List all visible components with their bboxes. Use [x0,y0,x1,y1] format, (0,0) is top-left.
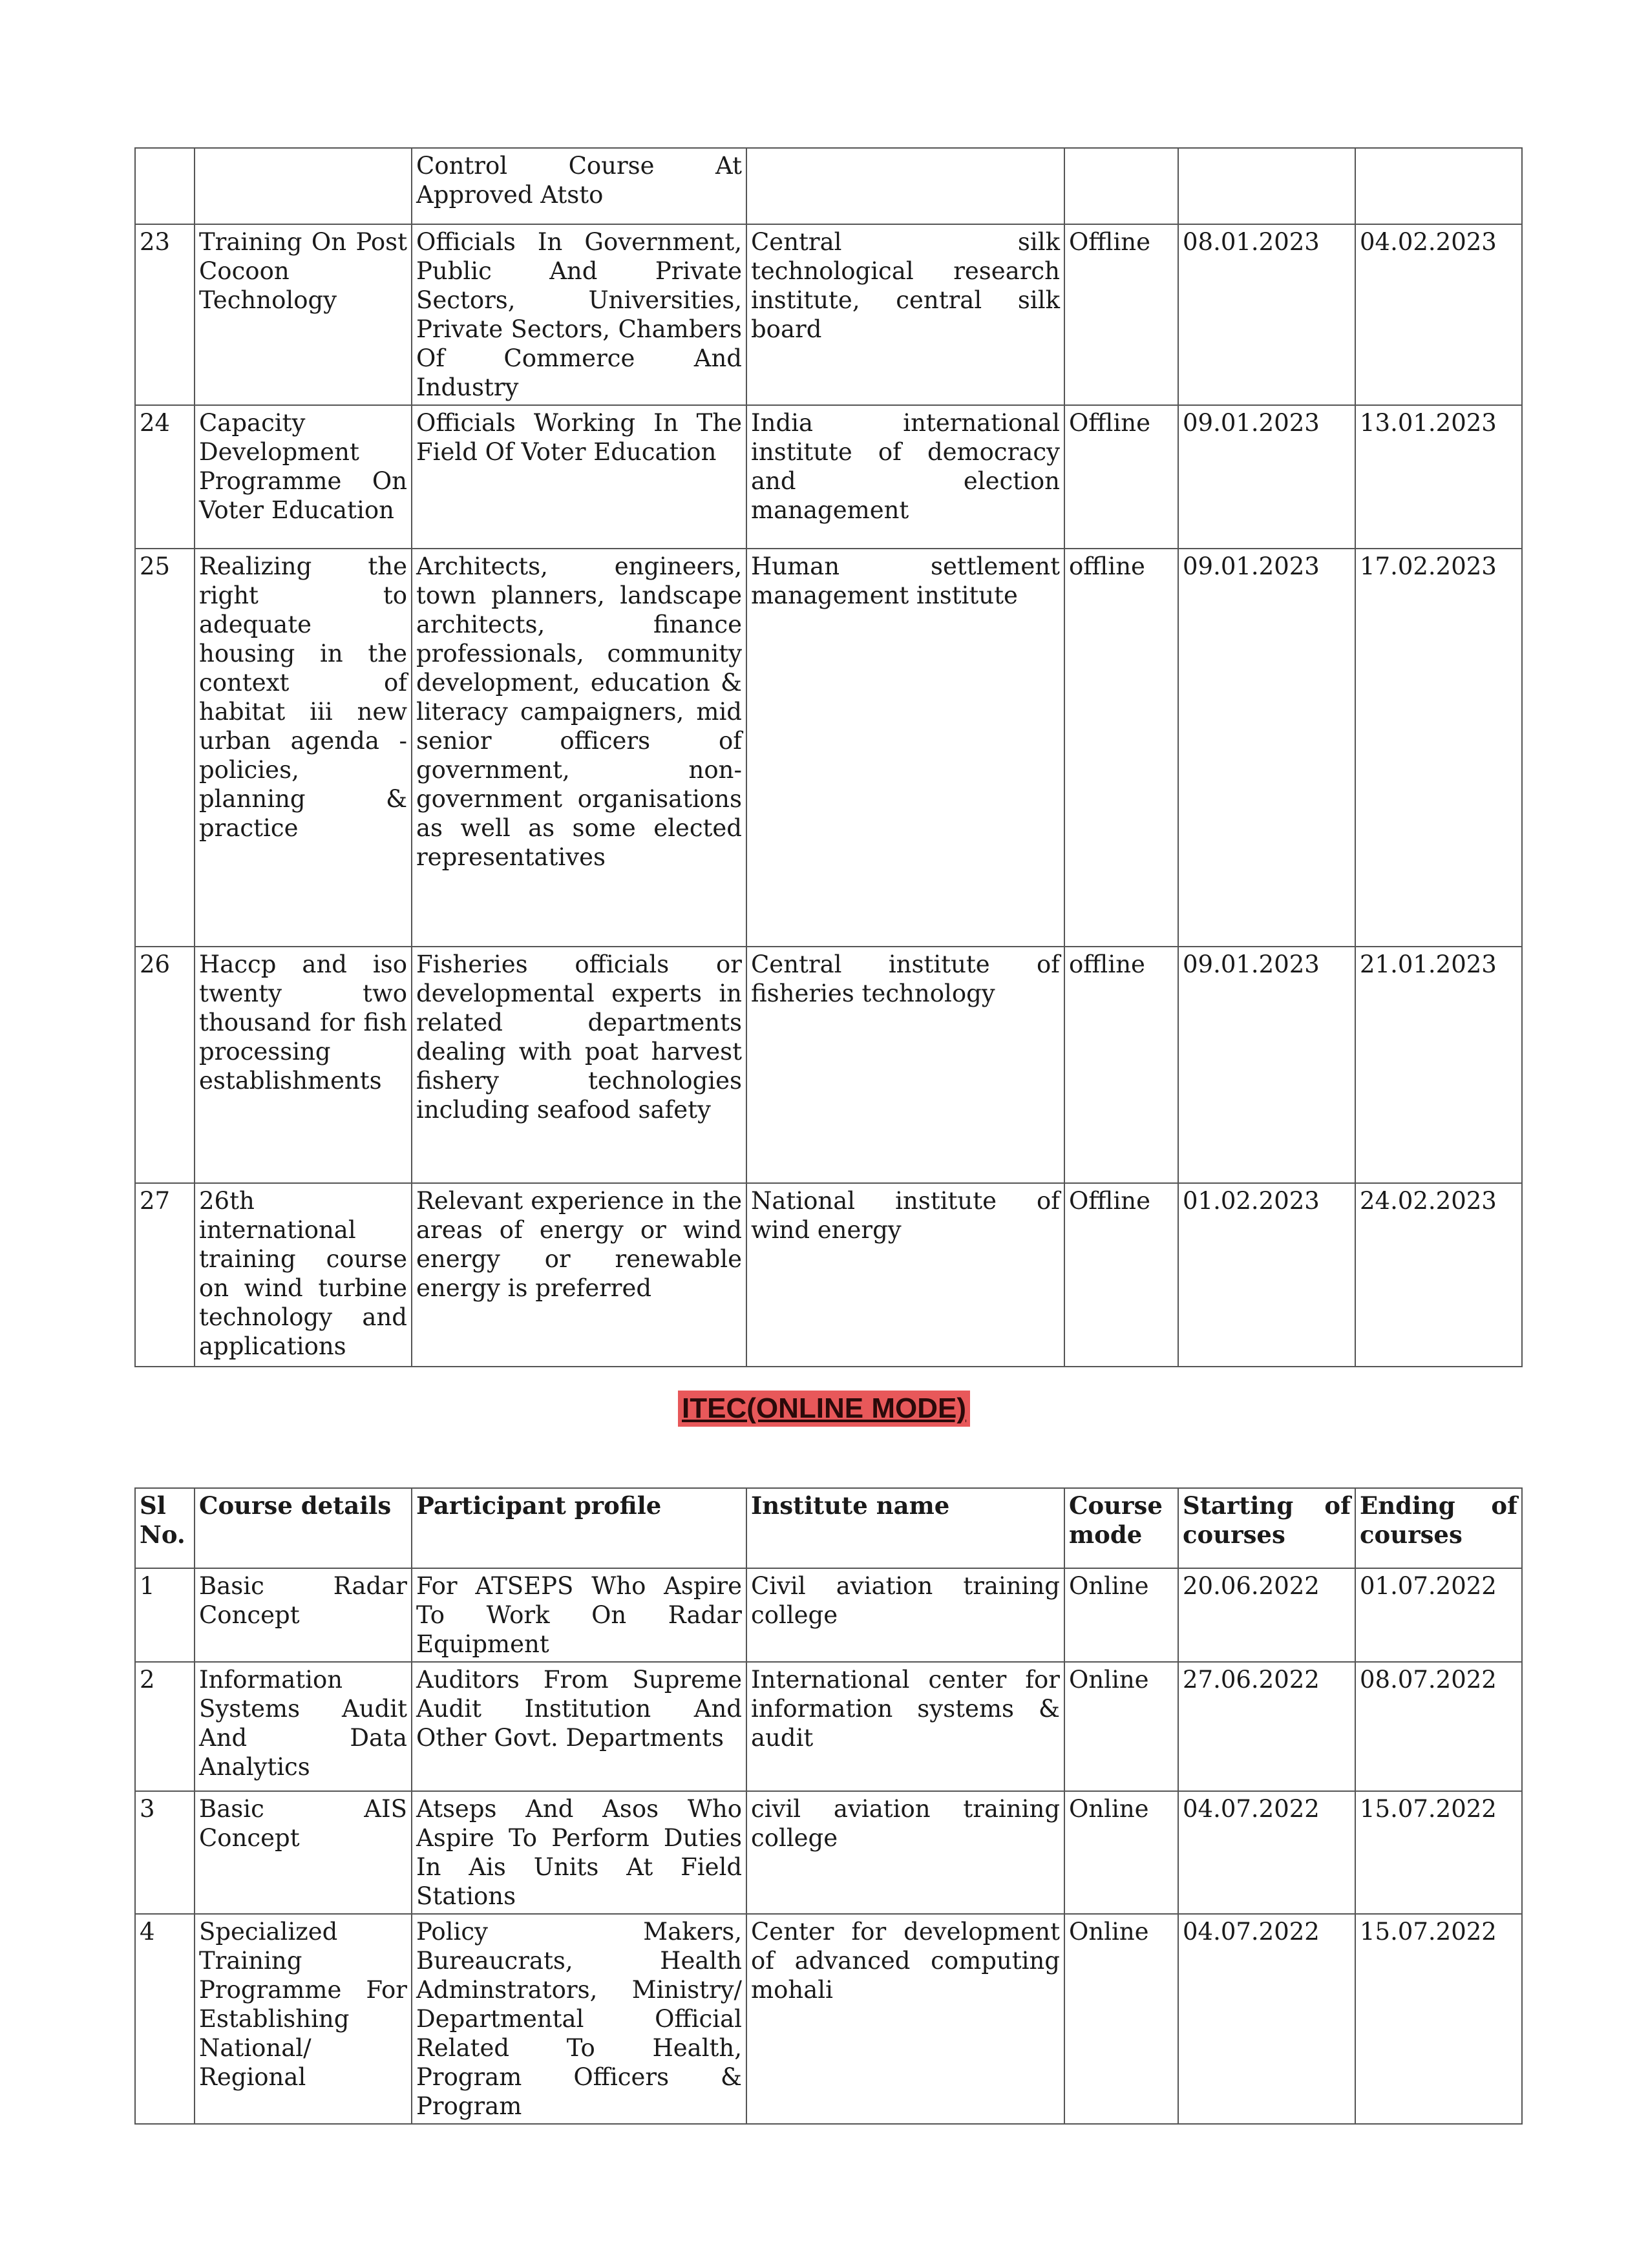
header-end-date: Ending of courses [1355,1488,1522,1568]
institute-name-cell: International center for information systems & audit [746,1662,1064,1791]
start-date-cell: 09.01.2023 [1178,405,1355,549]
course-details-cell: Training On Post Cocoon Technology [195,224,412,405]
course-mode-cell: Online [1064,1568,1178,1662]
end-date-cell: 04.02.2023 [1355,224,1522,405]
header-institute-name: Institute name [746,1488,1064,1568]
institute-name-cell [746,148,1064,224]
institute-name-cell: civil aviation training college [746,1791,1064,1914]
institute-name-cell: Central institute of fisheries technology [746,947,1064,1183]
end-date-cell: 01.07.2022 [1355,1568,1522,1662]
course-mode-cell: Online [1064,1662,1178,1791]
start-date-cell: 08.01.2023 [1178,224,1355,405]
participant-profile-cell: Officials In Government, Public And Private Sectors, Universities, Private Sectors, Chambers Of Commerce And Industry [412,224,746,405]
course-mode-cell: Offline [1064,1183,1178,1367]
table-header-row [135,1488,1522,1568]
participant-profile-cell: Officials Working In The Field Of Voter Education [412,405,746,549]
table-row [135,1568,1522,1662]
end-date-cell: 13.01.2023 [1355,405,1522,549]
course-details-cell: 26th international training course on wind turbine technology and applications [195,1183,412,1367]
course-details-cell [195,148,412,224]
participant-profile-cell: Control Course At Approved Atsto [412,148,746,224]
end-date-cell: 21.01.2023 [1355,947,1522,1183]
end-date-cell: 17.02.2023 [1355,549,1522,947]
start-date-cell: 04.07.2022 [1178,1914,1355,2124]
serial-number-cell: 24 [135,405,195,549]
course-details-cell: Information Systems Audit And Data Analytics [195,1662,412,1791]
courses-table-continued [134,147,1523,1367]
table-row [135,224,1522,405]
course-details-cell: Realizing the right to adequate housing in the context of habitat iii new urban agenda - policies, planning & practice [195,549,412,947]
course-details-cell: Haccp and iso twenty two thousand for fish processing establishments [195,947,412,1183]
course-details-cell: Capacity Development Programme On Voter Education [195,405,412,549]
table-row [135,1791,1522,1914]
table-row [135,1914,1522,2124]
start-date-cell: 04.07.2022 [1178,1791,1355,1914]
participant-profile-cell: Atseps And Asos Who Aspire To Perform Duties In Ais Units At Field Stations [412,1791,746,1914]
course-mode-cell: offline [1064,947,1178,1183]
serial-number-cell [135,148,195,224]
serial-number-cell: 23 [135,224,195,405]
serial-number-cell: 4 [135,1914,195,2124]
participant-profile-cell: Auditors From Supreme Audit Institution And Other Govt. Departments [412,1662,746,1791]
course-mode-cell: Offline [1064,405,1178,549]
end-date-cell: 08.07.2022 [1355,1662,1522,1791]
start-date-cell: 01.02.2023 [1178,1183,1355,1367]
end-date-cell: 15.07.2022 [1355,1914,1522,2124]
start-date-cell: 09.01.2023 [1178,947,1355,1183]
course-mode-cell: Online [1064,1791,1178,1914]
course-mode-cell: Offline [1064,224,1178,405]
serial-number-cell: 26 [135,947,195,1183]
participant-profile-cell: Architects, engineers, town planners, landscape architects, finance professionals, community development, education & literacy campaigners, mid senior officers of government, non-government organisations as well as some elected representatives [412,549,746,947]
table-row [135,947,1522,1183]
institute-name-cell: Human settlement management institute [746,549,1064,947]
start-date-cell: 27.06.2022 [1178,1662,1355,1791]
online-courses-table [134,1487,1523,2125]
table-row [135,1183,1522,1367]
header-serial-number: Sl No. [135,1488,195,1568]
participant-profile-cell: Relevant experience in the areas of energy or wind energy or renewable energy is preferred [412,1183,746,1367]
start-date-cell: 20.06.2022 [1178,1568,1355,1662]
serial-number-cell: 27 [135,1183,195,1367]
institute-name-cell: Civil aviation training college [746,1568,1064,1662]
start-date-cell: 09.01.2023 [1178,549,1355,947]
institute-name-cell: India international institute of democracy and election management [746,405,1064,549]
end-date-cell: 24.02.2023 [1355,1183,1522,1367]
participant-profile-cell: Policy Makers, Bureaucrats, Health Adminstrators, Ministry/ Departmental Official Related To Health, Program Officers & Program [412,1914,746,2124]
header-start-date: Starting of courses [1178,1488,1355,1568]
start-date-cell [1178,148,1355,224]
institute-name-cell: National institute of wind energy [746,1183,1064,1367]
course-mode-cell: Online [1064,1914,1178,2124]
serial-number-cell: 3 [135,1791,195,1914]
course-details-cell: Basic Radar Concept [195,1568,412,1662]
table-row [135,549,1522,947]
course-mode-cell: offline [1064,549,1178,947]
header-participant-profile: Participant profile [412,1488,746,1568]
header-course-mode: Course mode [1064,1488,1178,1568]
course-details-cell: Basic AIS Concept [195,1791,412,1914]
serial-number-cell: 2 [135,1662,195,1791]
table-row [135,148,1522,224]
institute-name-cell: Center for development of advanced computing mohali [746,1914,1064,2124]
course-mode-cell [1064,148,1178,224]
end-date-cell [1355,148,1522,224]
header-course-details: Course details [195,1488,412,1568]
serial-number-cell: 25 [135,549,195,947]
section-heading-text: ITEC(ONLINE MODE) [678,1391,970,1427]
institute-name-cell: Central silk technological research institute, central silk board [746,224,1064,405]
course-details-cell: Specialized Training Programme For Establishing National/ Regional [195,1914,412,2124]
serial-number-cell: 1 [135,1568,195,1662]
participant-profile-cell: For ATSEPS Who Aspire To Work On Radar Equipment [412,1568,746,1662]
table-row [135,1662,1522,1791]
section-heading [0,1391,1648,1427]
table-row [135,405,1522,549]
participant-profile-cell: Fisheries officials or developmental experts in related departments dealing with poat harvest fishery technologies including seafood safety [412,947,746,1183]
end-date-cell: 15.07.2022 [1355,1791,1522,1914]
